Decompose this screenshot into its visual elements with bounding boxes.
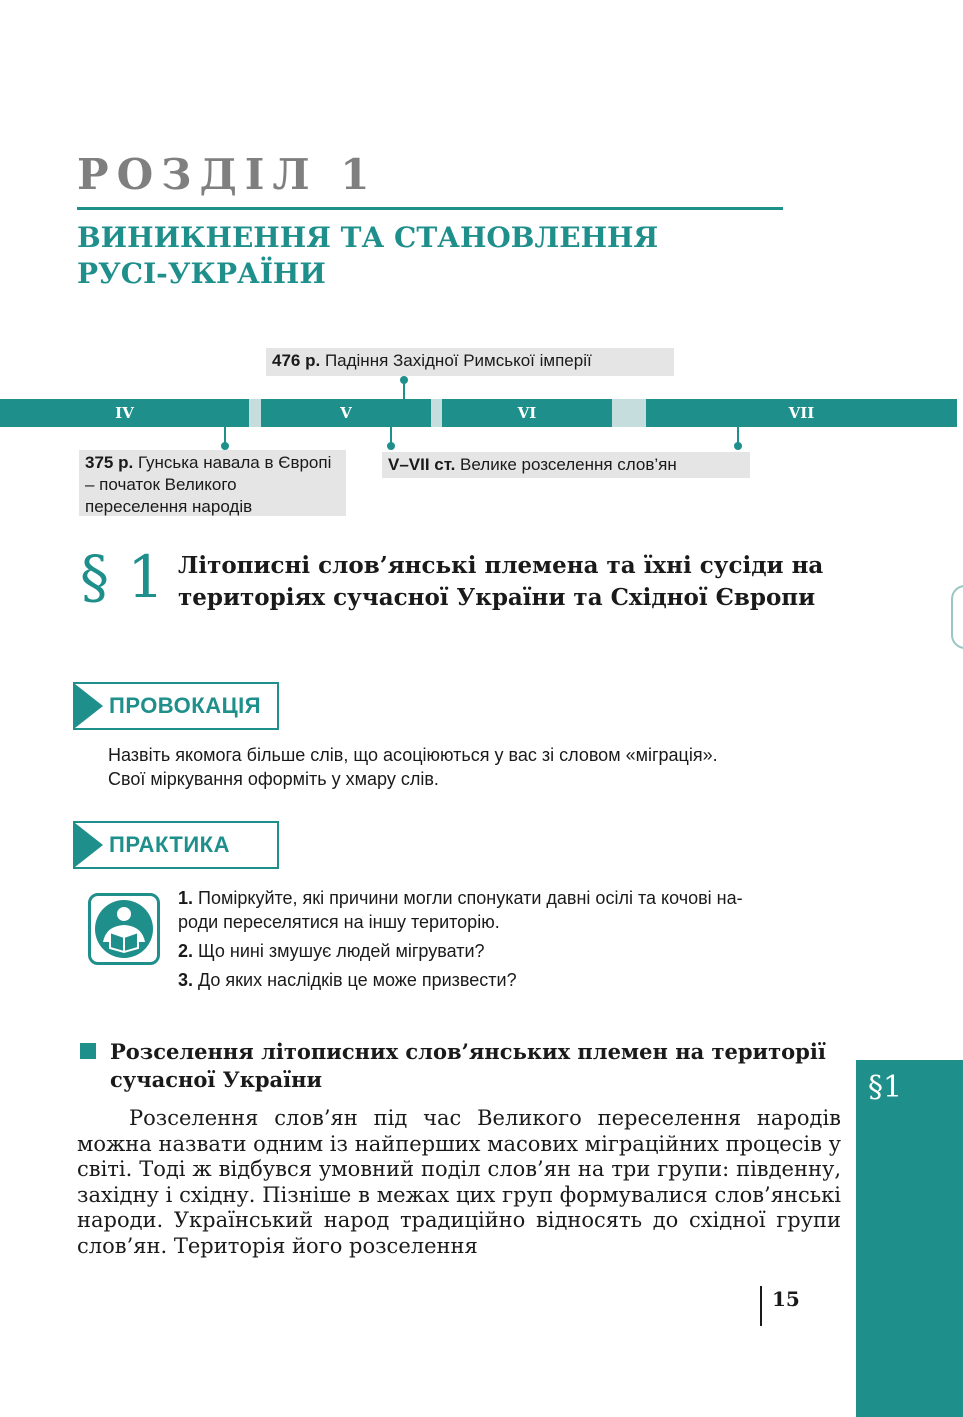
section-body (77, 1106, 841, 1259)
chapter-divider (77, 207, 783, 210)
chapter-label: РОЗДІЛ 1 (77, 150, 378, 199)
timeline-century-iv: IV (0, 399, 249, 427)
timeline-marker (734, 442, 742, 450)
play-arrow-icon (75, 823, 103, 867)
event-date: V–VII ст. (388, 455, 456, 474)
event-date: 375 р. (85, 453, 134, 472)
event-text: Велике розселення слов’ян (460, 455, 677, 474)
timeline-century-v: V (261, 399, 431, 427)
timeline-event-v-vii (382, 452, 750, 478)
practice-label: ПРАКТИКА (109, 832, 230, 857)
timeline-marker (221, 442, 229, 450)
event-date: 476 р. (272, 351, 321, 370)
timeline-event-476 (266, 348, 674, 376)
timeline-century-vi: VI (442, 399, 612, 427)
play-arrow-icon (75, 684, 103, 728)
event-text: Падіння Західної Римської імперії (324, 351, 592, 370)
page-number: 15 (772, 1287, 800, 1311)
event-text: Гунська навала в Європі – початок Великого переселення народів (85, 453, 332, 516)
item-text: Поміркуйте, які причини могли спонукати давні осілі та кочові на- (198, 888, 743, 908)
timeline-gap (431, 399, 442, 427)
paragraph-mark: § 1 (80, 543, 165, 611)
timeline-marker (387, 442, 395, 450)
timeline-connector (737, 427, 739, 443)
item-text: До яких наслідків це може призвести? (198, 970, 517, 990)
practice-item-2 (178, 939, 838, 963)
timeline-gap (249, 399, 261, 427)
practice-item-1-cont: роди переселятися на іншу територію. (178, 912, 500, 932)
provocation-label: ПРОВОКАЦІЯ (109, 693, 262, 718)
practice-item-3 (178, 968, 838, 992)
side-tab-label: §1 (868, 1070, 903, 1105)
section-heading (110, 1038, 830, 1094)
provocation-line-1: Назвіть якомога більше слів, що асоціюються у вас зі словом «міграція». (108, 745, 718, 765)
bookmark-tab (951, 585, 963, 649)
item-number: 1. (178, 888, 194, 908)
chapter-title (77, 220, 837, 292)
chapter-side-tab (856, 1060, 963, 1417)
item-text: Що нині змушує людей мігрувати? (198, 941, 485, 961)
timeline-connector (390, 427, 392, 443)
timeline-gap (612, 399, 646, 427)
section-bullet-square (80, 1043, 96, 1059)
timeline-connector (224, 427, 226, 443)
practice-list (178, 886, 838, 992)
chapter-title-line-2: РУСІ-УКРАЇНИ (77, 257, 326, 290)
reading-person-icon (88, 893, 160, 965)
body-paragraph: Розселення слов’ян під час Великого переселення народів можна назвати одним із найперших масових міграційних процесів у світі. Тоді ж відбувся умовний поділ слов’ян на три групи: південну, західну і східну. Пізніше в межах цих груп формувалися слов’янські народи. Український народ традиційно відносять до східної групи слов’ян. Територія його розселення (77, 1106, 841, 1258)
timeline-century-vii: VII (646, 399, 957, 427)
page-number-rule (760, 1286, 762, 1326)
provocation-line-2: Свої міркування оформіть у хмару слів. (108, 769, 439, 789)
provocation-label-box (73, 682, 279, 730)
practice-item-1 (178, 886, 838, 910)
section-heading-line-1: Розселення літописних слов’янських племен на території (110, 1039, 826, 1064)
chapter-title-line-1: ВИНИКНЕННЯ ТА СТАНОВЛЕННЯ (77, 221, 659, 254)
item-number: 2. (178, 941, 194, 961)
paragraph-title: Літописні слов’янські племена та їхні сусіди на територіях сучасної України та Східної Європи (178, 552, 824, 611)
provocation-text (108, 743, 868, 791)
practice-label-box (73, 821, 279, 869)
timeline-event-375 (79, 450, 346, 516)
section-heading-line-2: сучасної України (110, 1067, 323, 1092)
item-number: 3. (178, 970, 194, 990)
timeline-connector (403, 380, 405, 399)
